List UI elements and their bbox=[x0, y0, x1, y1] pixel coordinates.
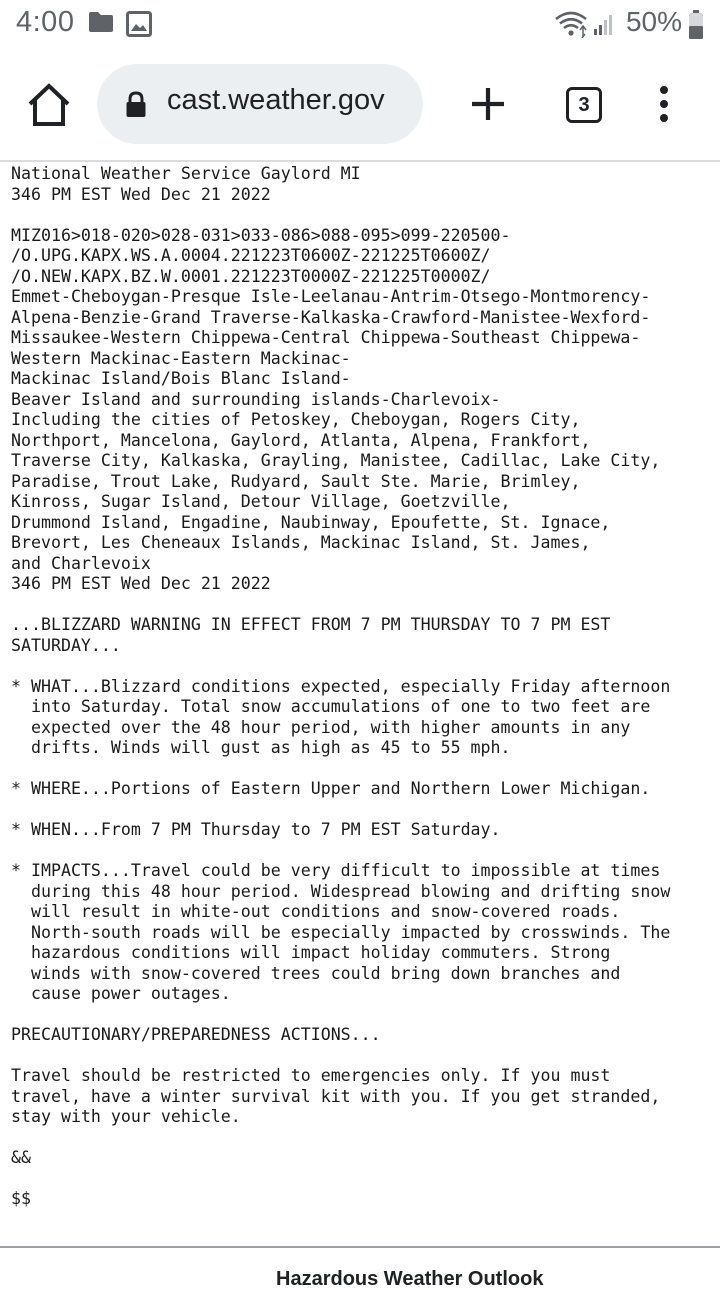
address-bar[interactable] bbox=[97, 64, 423, 144]
text-line: will result in white-out conditions and snow-covered roads. bbox=[11, 902, 621, 921]
text-line: Travel should be restricted to emergencies only. If you must bbox=[11, 1066, 611, 1085]
text-line: Traverse City, Kalkaska, Grayling, Manistee, Cadillac, Lake City, bbox=[11, 451, 661, 470]
text-line: National Weather Service Gaylord MI bbox=[11, 164, 361, 183]
text-line bbox=[11, 759, 711, 780]
text-line: into Saturday. Total snow accumulations of one to two feet are bbox=[11, 697, 651, 716]
text-line: MIZ016>018-020>028-031>033-086>088-095>099-220500- bbox=[11, 225, 511, 245]
lock-icon[interactable] bbox=[125, 91, 147, 124]
text-line: North-south roads will be especially impacted by crosswinds. The bbox=[11, 922, 671, 942]
text-line: drifts. Winds will gust as high as 45 to 55 mph. bbox=[11, 738, 511, 757]
battery-percent: 50% bbox=[625, 6, 682, 37]
text-line: 346 PM EST Wed Dec 21 2022 bbox=[11, 574, 271, 593]
text-line bbox=[11, 595, 711, 616]
text-line: Alpena-Benzie-Grand Traverse-Kalkaska-Crawford-Manistee-Wexford- bbox=[11, 307, 651, 327]
text-line: winds with snow-covered trees could bring down branches and bbox=[11, 963, 621, 983]
text-line bbox=[11, 1128, 711, 1149]
home-button[interactable] bbox=[26, 82, 72, 128]
text-line: Mackinac Island/Bois Blanc Island- bbox=[11, 369, 351, 388]
text-line bbox=[11, 205, 711, 226]
text-line: Including the cities of Petoskey, Cheboygan, Rogers City, bbox=[11, 410, 581, 429]
browser-toolbar bbox=[0, 50, 720, 162]
footer-heading[interactable]: Hazardous Weather Outlook bbox=[276, 1268, 544, 1290]
text-line: stay with your vehicle. bbox=[11, 1107, 241, 1126]
text-line: Beaver Island and surrounding islands-Charlevoix- bbox=[11, 389, 501, 409]
wifi-icon bbox=[554, 10, 588, 43]
text-line: and Charlevoix bbox=[11, 553, 151, 573]
battery-icon bbox=[688, 10, 704, 45]
signal-icon bbox=[593, 12, 617, 41]
footer-divider bbox=[0, 1246, 720, 1248]
text-line: Paradise, Trout Lake, Rudyard, Sault Ste. Marie, Brimley, bbox=[11, 471, 581, 491]
home-icon bbox=[26, 82, 72, 128]
text-line bbox=[11, 656, 711, 677]
folder-icon bbox=[88, 11, 114, 38]
text-line: Kinross, Sugar Island, Detour Village, Goetzville, bbox=[11, 492, 511, 511]
plus-icon bbox=[468, 84, 508, 124]
status-time: 4:00 bbox=[16, 6, 75, 38]
text-line: 346 PM EST Wed Dec 21 2022 bbox=[11, 184, 271, 204]
text-line: Brevort, Les Cheneaux Islands, Mackinac Island, St. James, bbox=[11, 533, 591, 552]
text-line: /O.NEW.KAPX.BZ.W.0001.221223T0000Z-221225T0000Z/ bbox=[11, 266, 491, 286]
text-line: expected over the 48 hour period, with higher amounts in any bbox=[11, 717, 631, 737]
image-icon bbox=[126, 11, 152, 42]
text-line bbox=[11, 800, 711, 821]
new-tab-button[interactable] bbox=[468, 84, 508, 124]
text-line: && bbox=[11, 1148, 31, 1167]
text-line: SATURDAY... bbox=[11, 635, 121, 655]
text-line: $$ bbox=[11, 1189, 31, 1208]
text-line bbox=[11, 1046, 711, 1067]
forecast-text bbox=[11, 164, 711, 1210]
text-line: hazardous conditions will impact holiday commuters. Strong bbox=[11, 943, 611, 962]
tab-switcher-button[interactable]: 3 bbox=[566, 87, 602, 123]
text-line: Emmet-Cheboygan-Presque Isle-Leelanau-Antrim-Otsego-Montmorency- bbox=[11, 287, 651, 306]
text-line bbox=[11, 1169, 711, 1190]
text-line bbox=[11, 1005, 711, 1026]
text-line: Western Mackinac-Eastern Mackinac- bbox=[11, 348, 351, 368]
text-line: * WHEN...From 7 PM Thursday to 7 PM EST Saturday. bbox=[11, 820, 501, 839]
text-line: * WHERE...Portions of Eastern Upper and Northern Lower Michigan. bbox=[11, 779, 651, 798]
text-line: during this 48 hour period. Widespread blowing and drifting snow bbox=[11, 881, 671, 901]
url-text[interactable]: cast.weather.gov bbox=[167, 84, 385, 116]
text-line bbox=[11, 841, 711, 862]
more-options-button[interactable] bbox=[656, 85, 672, 125]
text-line: PRECAUTIONARY/PREPAREDNESS ACTIONS... bbox=[11, 1025, 381, 1044]
text-line: travel, have a winter survival kit with you. If you get stranded, bbox=[11, 1086, 661, 1106]
status-bar bbox=[0, 0, 720, 50]
text-line: /O.UPG.KAPX.WS.A.0004.221223T0600Z-221225T0600Z/ bbox=[11, 246, 491, 265]
text-line: Missaukee-Western Chippewa-Central Chippewa-Southeast Chippewa- bbox=[11, 328, 641, 347]
text-line: Northport, Mancelona, Gaylord, Atlanta, Alpena, Frankfort, bbox=[11, 430, 591, 450]
text-line: ...BLIZZARD WARNING IN EFFECT FROM 7 PM THURSDAY TO 7 PM EST bbox=[11, 615, 611, 634]
more-vert-icon bbox=[656, 85, 672, 125]
text-line: cause power outages. bbox=[11, 984, 231, 1003]
text-line: * WHAT...Blizzard conditions expected, especially Friday afternoon bbox=[11, 676, 671, 696]
text-line: Drummond Island, Engadine, Naubinway, Epoufette, St. Ignace, bbox=[11, 512, 611, 532]
text-line: * IMPACTS...Travel could be very difficult to impossible at times bbox=[11, 861, 661, 880]
